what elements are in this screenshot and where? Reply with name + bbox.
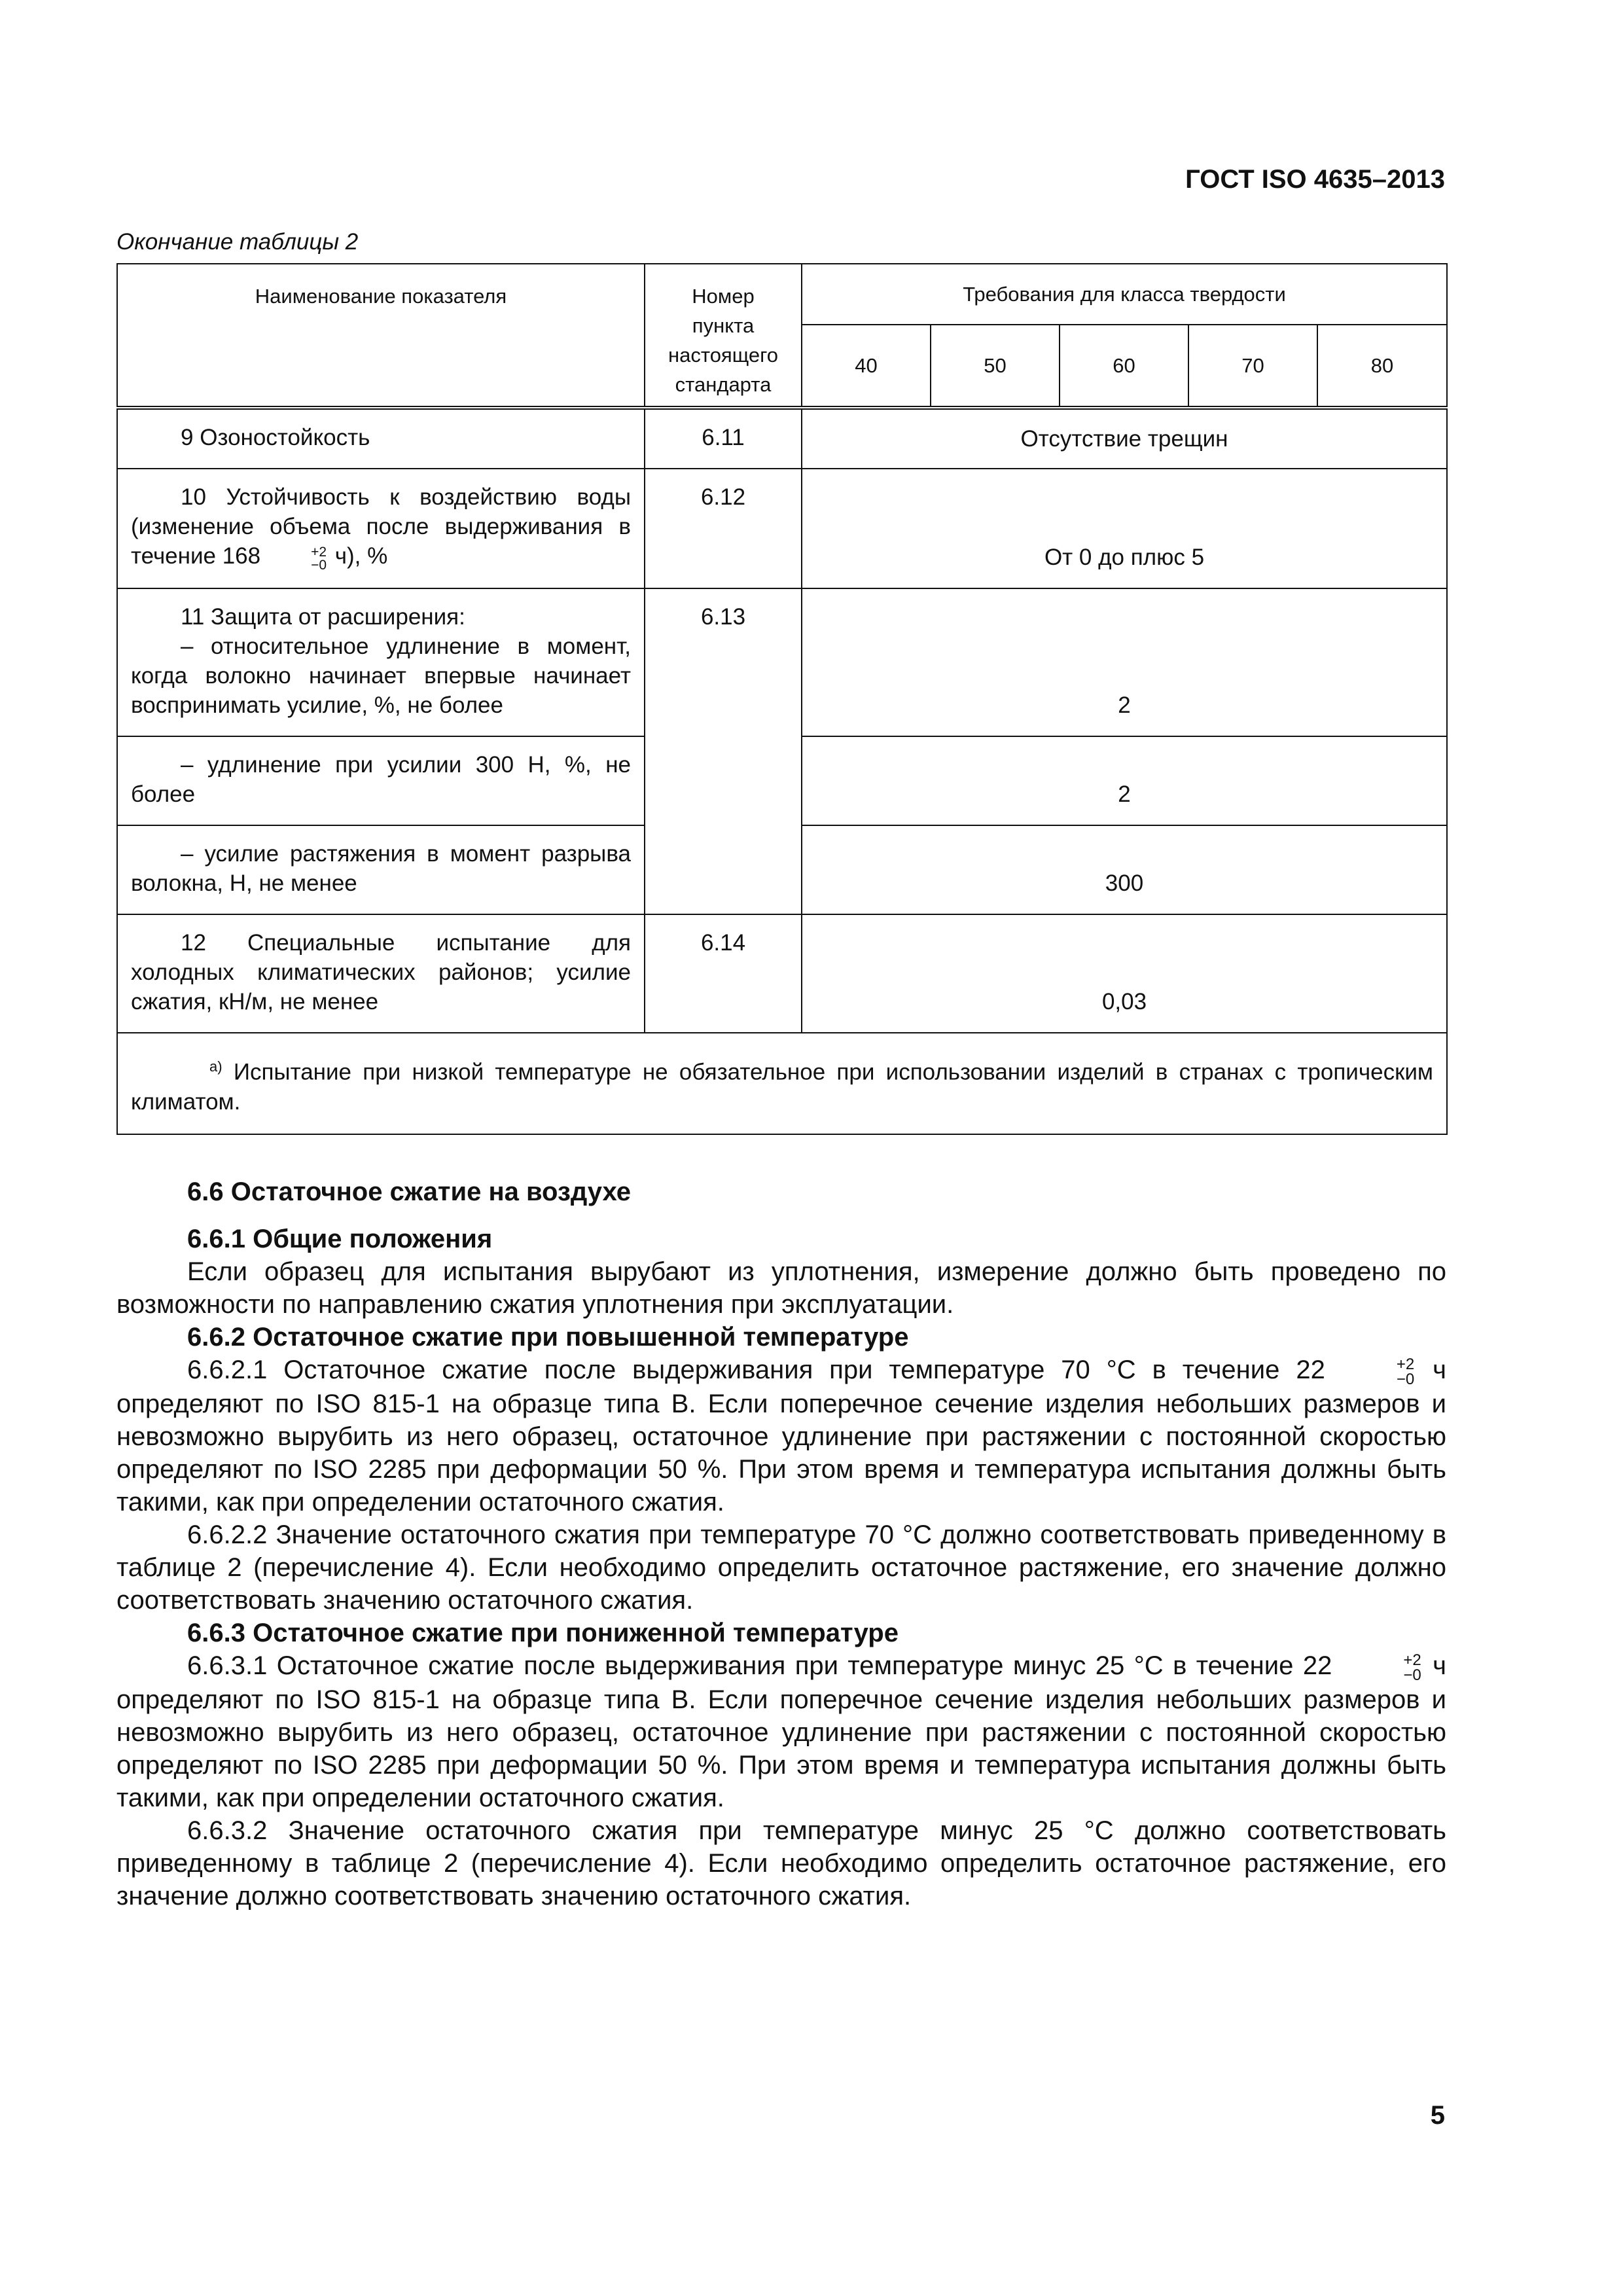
row-value: 0,03 — [802, 914, 1447, 1033]
header-number-line: настоящего — [668, 344, 778, 367]
section-heading: 6.6 Остаточное сжатие на воздухе — [187, 1177, 631, 1206]
tolerance-label — [1326, 1357, 1414, 1388]
table-caption: Окончание таблицы 2 — [116, 229, 359, 255]
header-indicator-name: Наименование показателя — [117, 264, 645, 408]
row-value: Отсутствие трещин — [802, 408, 1447, 469]
table-footnote-row — [117, 1033, 1447, 1134]
header-class-40: 40 — [802, 325, 931, 408]
row-number: 6.14 — [645, 914, 802, 1033]
row-name-text: 11 Защита от расширения: — [181, 603, 465, 630]
header-number-line: пункта — [692, 314, 755, 337]
row-name — [117, 408, 645, 469]
footnote-text: Испытание при низкой температуре не обязательное при использовании изделий в странах с тропическим климатом. — [131, 1059, 1433, 1115]
paragraph: 6.6.3.2 Значение остаточного сжатия при температуре минус 25 °С должно соответствовать приведенному в таблице 2 (перечисление 4). Если необходимо определить остаточное растяжение, его значение должно соответствовать значению остаточного сжатия. — [116, 1816, 1446, 1910]
row-name-text: – усилие растяжения в момент разрыва волокна, Н, не менее — [131, 840, 631, 896]
row-number: 6.12 — [645, 469, 802, 588]
subsection-heading: 6.6.1 Общие положения — [187, 1225, 493, 1253]
table-row — [117, 469, 1447, 588]
row-name-text: – относительное удлинение в момент, когда волокно начинает впервые начинает воспринимать усилие, %, не более — [131, 633, 631, 718]
header-number-line: Номер — [692, 285, 755, 308]
tolerance-lower: −0 — [311, 558, 327, 573]
header-hardness-requirements: Требования для класса твердости — [802, 264, 1447, 325]
paragraph-part: 6.6.3.1 Остаточное сжатие после выдерживания при температуре минус 25 °С в течение 22 — [187, 1651, 1332, 1680]
row-name — [117, 914, 645, 1033]
header-class-60: 60 — [1060, 325, 1188, 408]
header-class-70: 70 — [1188, 325, 1317, 408]
header-clause-number — [645, 264, 802, 408]
paragraph-part: ч определяют по ISO 815-1 на образце типа В. Если поперечное сечение изделия небольших размеров и невозможно вырубить из него образец, остаточное удлинение при растяжении с постоянной скоростью определяют по ISO 2285 при деформации 50 %. При этом время и температура испытания должны быть такими, как при определении остаточного сжатия. — [116, 1355, 1447, 1516]
row-name-part: 10 Устойчивость к воздействию воды (изменение объема после выдерживания в течение 168 — [131, 484, 631, 569]
row-name — [117, 469, 645, 588]
table-row — [117, 914, 1447, 1033]
row-number: 6.13 — [645, 588, 802, 914]
header-number-line: стандарта — [675, 373, 772, 396]
header-class-80: 80 — [1317, 325, 1447, 408]
table-row — [117, 588, 1447, 736]
row-number: 6.11 — [645, 408, 802, 469]
footnote-mark: a) — [209, 1058, 223, 1075]
table-row — [117, 408, 1447, 469]
paragraph-part: 6.6.2.1 Остаточное сжатие после выдерживания при температуре 70 °С в течение 22 — [187, 1355, 1325, 1384]
row-name — [117, 588, 645, 736]
document-id: ГОСТ ISO 4635–2013 — [1185, 165, 1445, 194]
paragraph: 6.6.2.2 Значение остаточного сжатия при температуре 70 °С должно соответствовать приведенному в таблице 2 (перечисление 4). Если необходимо определить остаточное растяжение, его значение должно соответствовать значению остаточного сжатия. — [116, 1520, 1446, 1615]
row-name — [117, 736, 645, 825]
tolerance-lower: −0 — [1403, 1666, 1421, 1684]
row-name-text: – удлинение при усилии 300 Н, %, не более — [131, 751, 631, 807]
table-footnote — [117, 1033, 1447, 1134]
tolerance-lower: −0 — [1396, 1371, 1415, 1388]
paragraph — [116, 1649, 1446, 1814]
subsection-heading: 6.6.2 Остаточное сжатие при повышенной температуре — [187, 1323, 909, 1352]
row-name-text: 9 Озоностойкость — [181, 425, 370, 450]
subsection-heading: 6.6.3 Остаточное сжатие при пониженной температуре — [187, 1618, 899, 1647]
row-name — [117, 825, 645, 914]
row-value: 2 — [802, 736, 1447, 825]
tolerance-upper: +2 — [1396, 1355, 1415, 1374]
requirements-table — [116, 263, 1448, 1135]
tolerance-label — [261, 546, 327, 572]
section-text — [116, 1175, 1446, 1912]
tolerance-label — [1332, 1653, 1421, 1683]
tolerance-upper: +2 — [311, 545, 327, 560]
page-number: 5 — [1430, 2101, 1445, 2130]
row-name-text — [131, 482, 631, 572]
row-value: 300 — [802, 825, 1447, 914]
row-name-text: 12 Специальные испытание для холодных климатических районов; усилие сжатия, кН/м, не менее — [131, 929, 631, 1014]
row-value: От 0 до плюс 5 — [802, 469, 1447, 588]
paragraph — [116, 1354, 1446, 1518]
row-name-part: ч), % — [329, 543, 388, 569]
header-class-50: 50 — [931, 325, 1060, 408]
row-value: 2 — [802, 588, 1447, 736]
paragraph-part: ч определяют по ISO 815-1 на образце типа В. Если поперечное сечение изделия небольших размеров и невозможно вырубить из него образец, остаточное удлинение при растяжении с постоянной скоростью определяют по ISO 2285 при деформации 50 %. При этом время и температура испытания должны быть такими, как при определении остаточного сжатия. — [116, 1651, 1447, 1812]
paragraph: Если образец для испытания вырубают из уплотнения, измерение должно быть проведено по возможности по направлению сжатия уплотнения при эксплуатации. — [116, 1257, 1446, 1319]
tolerance-upper: +2 — [1403, 1651, 1421, 1669]
